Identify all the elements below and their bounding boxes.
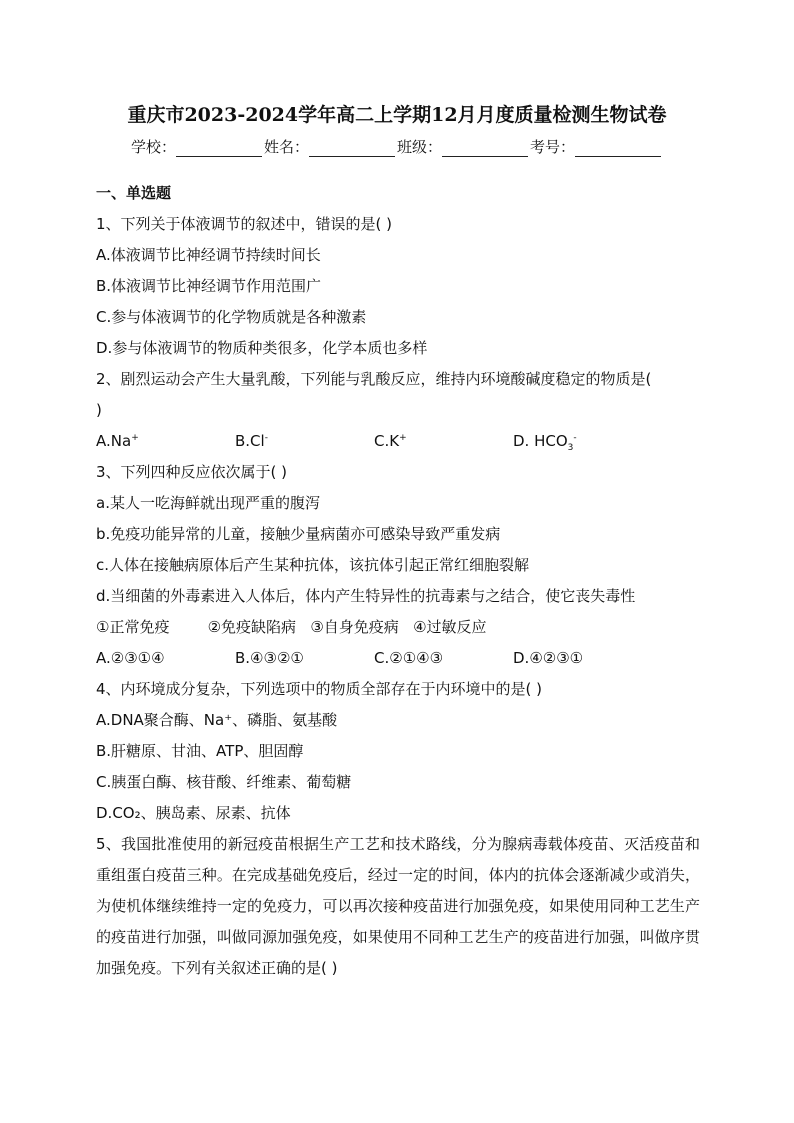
option-b: B.Cl- <box>235 432 268 450</box>
section-heading: 一、单选题 <box>96 184 172 202</box>
immune-types: ①正常免疫 ②免疫缺陷病 ③自身免疫病 ④过敏反应 <box>96 618 487 636</box>
reaction-a: a.某人一吃海鲜就出现严重的腹泻 <box>96 494 320 512</box>
school-field <box>131 136 264 157</box>
option-d: D.CO₂、胰岛素、尿素、抗体 <box>96 804 291 822</box>
school-blank[interactable] <box>176 140 262 157</box>
name-field <box>264 136 397 157</box>
option-d: D.④②③① <box>513 649 584 667</box>
question-5 <box>96 829 700 984</box>
exam-number-label: 考号： <box>530 138 576 156</box>
question-stem: 3、下列四种反应依次属于( ) <box>96 463 288 481</box>
student-info-row <box>0 136 794 157</box>
exam-number-field <box>530 136 663 157</box>
option-d: D. $HCO_3^-$ <box>513 432 577 453</box>
questions-content <box>96 178 700 984</box>
reaction-d: d.当细菌的外毒素进入人体后，体内产生特异性的抗毒素与之结合，使它丧失毒性 <box>96 587 636 605</box>
option-b: B.体液调节比神经调节作用范围广 <box>96 277 322 295</box>
question-1 <box>96 209 700 364</box>
option-a: A.DNA聚合酶、Na⁺、磷脂、氨基酸 <box>96 711 338 729</box>
school-label: 学校： <box>130 138 176 156</box>
reaction-c: c.人体在接触病原体后产生某种抗体，该抗体引起正常红细胞裂解 <box>96 556 530 574</box>
option-d: D.参与体液调节的物质种类很多，化学本质也多样 <box>96 339 428 357</box>
class-blank[interactable] <box>442 140 528 157</box>
question-stem-continued: ) <box>96 401 102 419</box>
class-label: 班级： <box>397 138 443 156</box>
option-a: A.②③①④ <box>96 649 165 667</box>
option-b: B.④③②① <box>235 649 304 667</box>
option-c: C.K+ <box>374 432 407 450</box>
question-stem: 5、我国批准使用的新冠疫苗根据生产工艺和技术路线，分为腺病毒载体疫苗、灭活疫苗和重组蛋白疫苗三种。在完成基础免疫后，经过一定的时间，体内的抗体会逐渐减少或消失，为使机体继续维持一定的免疫力，可以再次接种疫苗进行加强免疫，如果使用同种工艺生产的疫苗进行加强，叫做同源加强免疫，如果使用不同种工艺生产的疫苗进行加强，叫做序贯加强免疫。下列有关叙述正确的是( ) <box>96 835 700 977</box>
option-c: C.参与体液调节的化学物质就是各种激素 <box>96 308 367 326</box>
question-4 <box>96 674 700 829</box>
options-row <box>96 426 700 457</box>
question-3 <box>96 457 700 674</box>
option-a: A.Na+ <box>96 432 139 450</box>
page-title: 重庆市2023-2024学年高二上学期12月月度质量检测生物试卷 <box>127 104 667 126</box>
question-stem: 2、剧烈运动会产生大量乳酸，下列能与乳酸反应，维持内环境酸碱度稳定的物质是( <box>96 370 652 388</box>
name-label: 姓名： <box>263 138 309 156</box>
exam-number-blank[interactable] <box>575 140 661 157</box>
class-field <box>397 136 530 157</box>
option-b: B.肝糖原、甘油、ATP、胆固醇 <box>96 742 304 760</box>
question-2 <box>96 364 700 457</box>
option-a: A.体液调节比神经调节持续时间长 <box>96 246 321 264</box>
reaction-b: b.免疫功能异常的儿童，接触少量病菌亦可感染导致严重发病 <box>96 525 501 543</box>
name-blank[interactable] <box>309 140 395 157</box>
option-c: C.胰蛋白酶、核苷酸、纤维素、葡萄糖 <box>96 773 352 791</box>
options-row <box>96 643 700 674</box>
option-c: C.②①④③ <box>374 649 444 667</box>
question-stem: 4、内环境成分复杂，下列选项中的物质全部存在于内环境中的是( ) <box>96 680 543 698</box>
question-stem: 1、下列关于体液调节的叙述中，错误的是( ) <box>96 215 393 233</box>
